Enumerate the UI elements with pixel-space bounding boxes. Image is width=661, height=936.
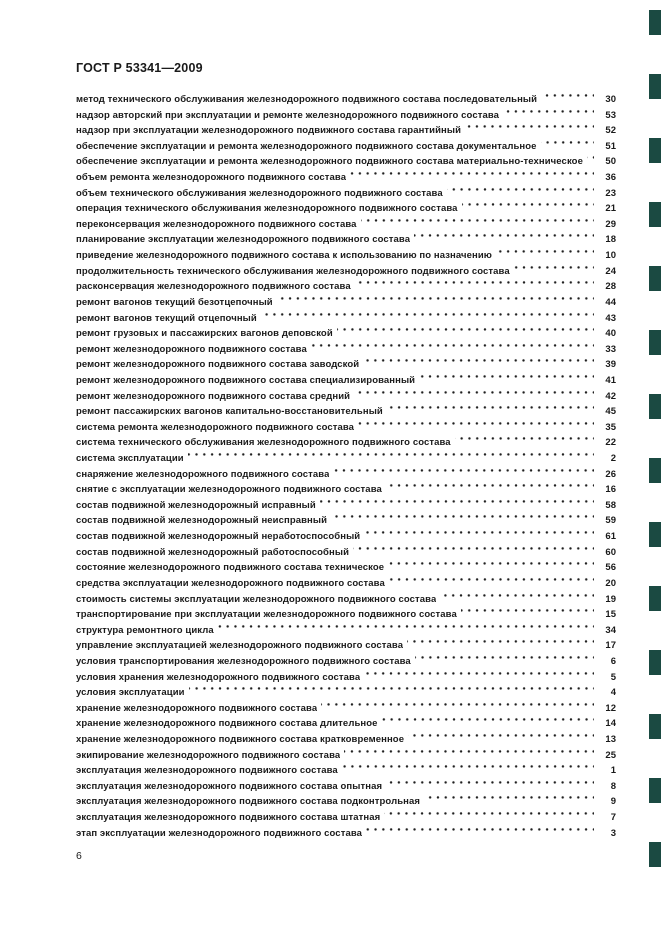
dot-leader [353, 545, 594, 561]
index-page-ref: 51 [605, 140, 616, 152]
index-term: система технического обслуживания железнодорожного подвижного состава [76, 437, 451, 449]
index-term: система ремонта железнодорожного подвижного состава [76, 421, 355, 433]
index-term: надзор авторский при эксплуатации и ремонте железнодорожного подвижного состава [76, 109, 500, 121]
index-entry [76, 92, 616, 108]
index-page-ref: 45 [605, 406, 616, 418]
scan-artifact-bar [649, 714, 661, 739]
dot-leader [331, 513, 594, 529]
index-page-ref: 56 [605, 562, 616, 574]
dot-leader [311, 342, 594, 358]
index-entry [76, 373, 616, 389]
scan-artifact-bar [649, 522, 661, 547]
index-term: эксплуатация железнодорожного подвижного состава опытная [76, 780, 383, 792]
dot-leader [363, 357, 594, 373]
index-page-ref: 34 [605, 624, 616, 636]
dot-leader [496, 248, 594, 264]
dot-leader [344, 748, 594, 764]
index-entry [76, 451, 616, 467]
index-entry [76, 389, 616, 405]
index-page-ref: 17 [605, 640, 616, 652]
index-entry [76, 170, 616, 186]
index-page-ref: 41 [605, 374, 616, 386]
index-page-ref: 30 [605, 94, 616, 105]
scan-artifact-bar [649, 650, 661, 675]
index-term: обеспечение эксплуатации и ремонта железнодорожного подвижного состава материально-техническое [76, 156, 583, 168]
index-term: ремонт грузовых и пассажирских вагонов деповской [76, 328, 333, 340]
scan-artifact-bar [649, 586, 661, 611]
index-page-ref: 18 [605, 234, 616, 246]
dot-leader [333, 467, 594, 483]
dot-leader [342, 763, 594, 779]
dot-leader [277, 295, 594, 311]
index-entry [76, 232, 616, 248]
index-page-ref: 14 [605, 718, 616, 730]
index-term: объем технического обслуживания железнодорожного подвижного состава [76, 187, 443, 199]
index-term: метод технического обслуживания железнодорожного подвижного состава последовательный [76, 94, 538, 105]
scan-artifact-bar [649, 266, 661, 291]
index-page-ref: 21 [605, 203, 616, 215]
index-page-ref: 28 [605, 281, 616, 293]
dot-leader [218, 623, 594, 639]
dot-leader [408, 732, 594, 748]
index-term: транспортирование при эксплуатации железнодорожного подвижного состава [76, 609, 457, 621]
dot-leader [358, 420, 594, 436]
scan-artifact-bar [649, 458, 661, 483]
index-entry [76, 623, 616, 639]
index-term: хранение железнодорожного подвижного состава длительное [76, 718, 378, 730]
index-entry [76, 810, 616, 826]
dot-leader [455, 435, 594, 451]
dot-leader [440, 592, 594, 608]
index-page-ref: 25 [605, 749, 616, 761]
dot-leader [364, 670, 594, 686]
index-entry [76, 560, 616, 576]
index-entry [76, 794, 616, 810]
scan-artifact-bar [649, 330, 661, 355]
index-term: операция технического обслуживания железнодорожного подвижного состава [76, 203, 458, 215]
index-term: эксплуатация железнодорожного подвижного состава подконтрольная [76, 796, 421, 808]
index-page-ref: 16 [605, 484, 616, 496]
index-entry [76, 342, 616, 358]
dot-leader [503, 108, 594, 124]
dot-leader [415, 654, 594, 670]
index-page-ref: 22 [605, 437, 616, 449]
index-entry [76, 607, 616, 623]
dot-leader [337, 326, 594, 342]
index-term: продолжительность технического обслуживания железнодорожного подвижного состава [76, 265, 510, 277]
index-entry [76, 779, 616, 795]
index-entry [76, 123, 616, 139]
index-term: снятие с эксплуатации железнодорожного подвижного состава [76, 484, 382, 496]
index-term: условия хранения железнодорожного подвижного состава [76, 671, 361, 683]
dot-leader [414, 232, 594, 248]
dot-leader [350, 170, 594, 186]
dot-leader [366, 826, 594, 842]
index-term: ремонт железнодорожного подвижного состава средний [76, 390, 351, 402]
index-page-ref: 42 [605, 390, 616, 402]
index-term: хранение железнодорожного подвижного состава кратковременное [76, 733, 405, 745]
index-entry [76, 763, 616, 779]
index-page-ref: 33 [605, 343, 616, 355]
index-entry [76, 482, 616, 498]
dot-leader [514, 264, 594, 280]
dot-leader [188, 451, 594, 467]
index-entry [76, 748, 616, 764]
dot-leader [386, 779, 594, 795]
index-term: эксплуатация железнодорожного подвижного состава [76, 765, 338, 777]
index-page-ref: 35 [605, 421, 616, 433]
index-term: условия транспортирования железнодорожного подвижного состава [76, 655, 411, 667]
scan-artifact-bar [649, 10, 661, 35]
dot-leader [354, 389, 594, 405]
index-entry [76, 139, 616, 155]
dot-leader [189, 685, 594, 701]
index-page-ref: 53 [605, 109, 616, 121]
dot-leader [320, 498, 594, 514]
dot-leader [587, 154, 594, 170]
index-page-ref: 39 [605, 359, 616, 371]
index-entry [76, 357, 616, 373]
index-entry [76, 420, 616, 436]
index-entry [76, 576, 616, 592]
index-page-ref: 5 [610, 671, 616, 683]
index-page-ref: 59 [605, 515, 616, 527]
index-term: состав подвижной железнодорожный работоспособный [76, 546, 350, 558]
index-term: экипирование железнодорожного подвижного состава [76, 749, 341, 761]
index-term: ремонт железнодорожного подвижного состава [76, 343, 307, 355]
index-term: расконсервация железнодорожного подвижного состава [76, 281, 351, 293]
index-term: ремонт вагонов текущий отцепочный [76, 312, 257, 324]
index-entry [76, 404, 616, 420]
index-page-ref: 26 [605, 468, 616, 480]
index-term: переконсервация железнодорожного подвижного состава [76, 218, 357, 230]
dot-leader [355, 279, 594, 295]
dot-leader [382, 716, 594, 732]
index-term: обеспечение эксплуатации и ремонта железнодорожного подвижного состава документальное [76, 140, 537, 152]
index-page-ref: 20 [605, 577, 616, 589]
scan-artifact-bar [649, 74, 661, 99]
index-page-ref: 50 [605, 156, 616, 168]
dot-leader [364, 529, 594, 545]
index-entry [76, 435, 616, 451]
index-page-ref: 52 [605, 125, 616, 137]
index-page-ref: 2 [610, 453, 616, 465]
index-term: ремонт вагонов текущий безотцепочный [76, 296, 273, 308]
dot-leader [424, 794, 594, 810]
index-term: средства эксплуатации железнодорожного подвижного состава [76, 577, 385, 589]
index-page-ref: 4 [610, 687, 616, 699]
index-entry [76, 732, 616, 748]
index-entry [76, 592, 616, 608]
index-term: состав подвижной железнодорожный неисправный [76, 515, 328, 527]
index-term: надзор при эксплуатации железнодорожного подвижного состава гарантийный [76, 125, 462, 137]
index-term: этап эксплуатации железнодорожного подвижного состава [76, 827, 363, 839]
index-page-ref: 10 [605, 250, 616, 262]
scan-artifact-bar [649, 778, 661, 803]
index-page-ref: 15 [605, 609, 616, 621]
index-page-ref: 6 [610, 655, 616, 667]
dot-leader [386, 482, 594, 498]
index-entry [76, 826, 616, 842]
index-entry [76, 154, 616, 170]
index-page-ref: 1 [610, 765, 616, 777]
index-page-ref: 8 [610, 780, 616, 792]
index-page-ref: 60 [605, 546, 616, 558]
index-page-ref: 12 [605, 702, 616, 714]
index-entry [76, 467, 616, 483]
index-entry [76, 248, 616, 264]
index-page-ref: 23 [605, 187, 616, 199]
index-entry [76, 186, 616, 202]
index-page-ref: 36 [605, 172, 616, 184]
index-entry [76, 654, 616, 670]
dot-leader [407, 638, 594, 654]
index-term: структура ремонтного цикла [76, 624, 214, 636]
index-entry [76, 264, 616, 280]
dot-leader [541, 92, 594, 108]
dot-leader [388, 560, 594, 576]
index-entry [76, 513, 616, 529]
index-term: ремонт пассажирских вагонов капитально-восстановительный [76, 406, 383, 418]
index-term: ремонт железнодорожного подвижного состава заводской [76, 359, 360, 371]
index-page-ref: 19 [605, 593, 616, 605]
index-page-ref: 29 [605, 218, 616, 230]
scan-artifact-bar [649, 138, 661, 163]
index-entry [76, 295, 616, 311]
index-term: приведение железнодорожного подвижного состава к использованию по назначению [76, 250, 493, 262]
index-term: стоимость системы эксплуатации железнодорожного подвижного состава [76, 593, 437, 605]
document-number: ГОСТ Р 53341—2009 [76, 61, 203, 75]
index-entry [76, 498, 616, 514]
index-term: снаряжение железнодорожного подвижного состава [76, 468, 330, 480]
index-entry [76, 108, 616, 124]
index-page-ref: 61 [605, 531, 616, 543]
index-term: условия эксплуатации [76, 687, 185, 699]
index-term: управление эксплуатацией железнодорожного подвижного состава [76, 640, 404, 652]
index-entry [76, 701, 616, 717]
scan-artifact-bar [649, 842, 661, 867]
index-entry [76, 217, 616, 233]
index-entry [76, 279, 616, 295]
index-list [76, 92, 616, 841]
index-term: хранение железнодорожного подвижного состава [76, 702, 318, 714]
index-term: состояние железнодорожного подвижного состава техническое [76, 562, 385, 574]
index-term: система эксплуатации [76, 453, 184, 465]
index-page-ref: 7 [610, 812, 616, 824]
dot-leader [361, 217, 594, 233]
index-term: состав подвижной железнодорожный неработоспособный [76, 531, 361, 543]
scan-artifact-bar [649, 202, 661, 227]
index-page-ref: 44 [605, 296, 616, 308]
dot-leader [384, 810, 594, 826]
dot-leader [389, 576, 594, 592]
index-entry [76, 545, 616, 561]
index-entry [76, 311, 616, 327]
index-page-ref: 3 [610, 827, 616, 839]
index-page-ref: 13 [605, 733, 616, 745]
scan-artifact-bar [649, 394, 661, 419]
dot-leader [419, 373, 594, 389]
index-entry [76, 685, 616, 701]
dot-leader [387, 404, 594, 420]
index-term: планирование эксплуатации железнодорожного подвижного состава [76, 234, 411, 246]
index-page-ref: 40 [605, 328, 616, 340]
dot-leader [541, 139, 594, 155]
index-entry [76, 201, 616, 217]
dot-leader [462, 201, 594, 217]
dot-leader [447, 186, 594, 202]
dot-leader [321, 701, 594, 717]
index-page-ref: 24 [605, 265, 616, 277]
dot-leader [465, 123, 594, 139]
index-term: ремонт железнодорожного подвижного состава специализированный [76, 374, 416, 386]
index-entry [76, 670, 616, 686]
dot-leader [461, 607, 594, 623]
dot-leader [261, 311, 594, 327]
index-entry [76, 529, 616, 545]
index-page-ref: 9 [610, 796, 616, 808]
index-page-ref: 58 [605, 499, 616, 511]
index-term: эксплуатация железнодорожного подвижного состава штатная [76, 812, 381, 824]
page-number: 6 [76, 850, 82, 863]
index-term: состав подвижной железнодорожный исправный [76, 499, 316, 511]
index-entry [76, 638, 616, 654]
index-entry [76, 716, 616, 732]
index-page-ref: 43 [605, 312, 616, 324]
index-term: объем ремонта железнодорожного подвижного состава [76, 172, 347, 184]
index-entry [76, 326, 616, 342]
